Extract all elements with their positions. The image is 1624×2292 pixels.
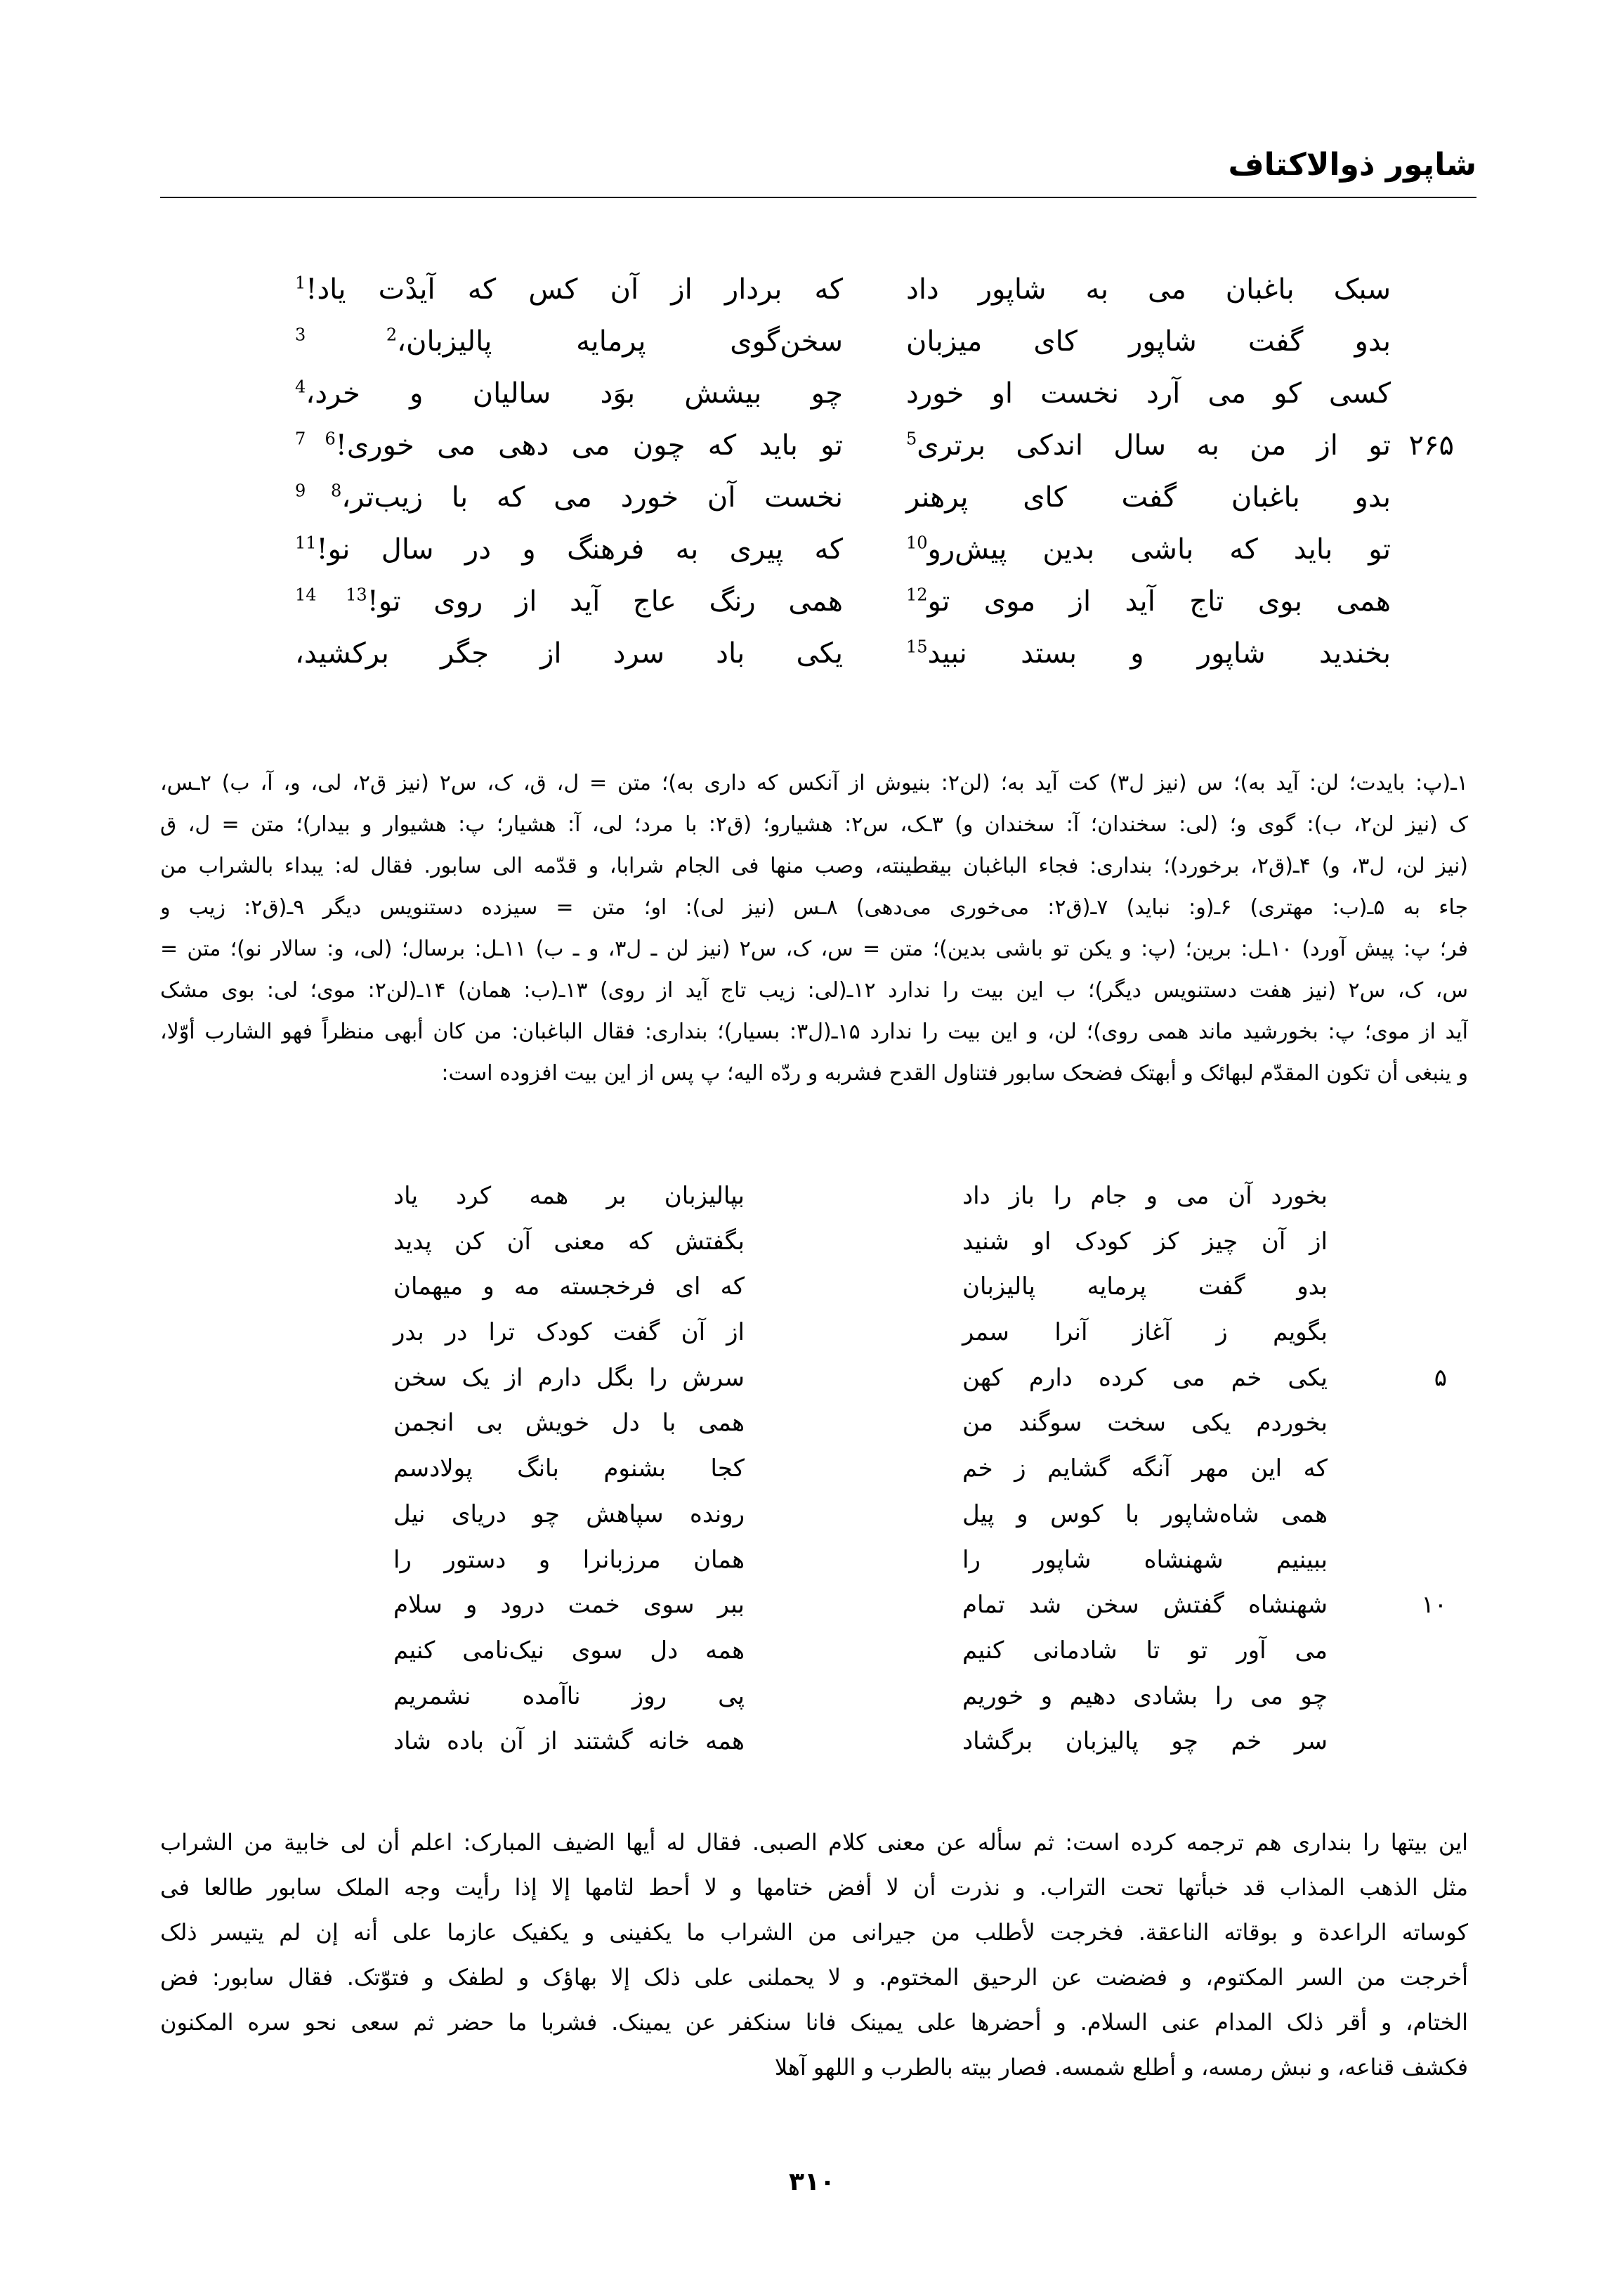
couplet — [253, 523, 1447, 575]
footnote-marker: 12 — [906, 585, 928, 605]
hemistich-second: پی روز ناآمده نشمریم — [393, 1681, 745, 1710]
hemistich-first: چو می را بشادی دهیم و خوریم — [962, 1681, 1328, 1710]
couplet — [393, 1310, 1447, 1355]
hemistich-first: شهنشاه گفتش سخن شد تمام — [962, 1591, 1328, 1620]
footnote-line: ک (نیز لن٢، ب): گوی و؛ (لی: سخندان؛ آ: سخندان و) ٣ـک، س٢: هشیارو؛ (ق٢: با مرد؛ لی، آ: هشیار؛ پ: هشیوار و بیدار)؛ متن = ل، ق — [160, 812, 1468, 837]
couplet — [253, 367, 1447, 419]
hemistich-text: سخن‌گوی پرمایه پالیزبان، — [397, 325, 843, 358]
footnote-line: (نیز لن، ل٣، و) ۴ـ(ق٢، برخورد)؛ بنداری: فجاء الباغبان بیقطینته، وصب منها فی الجام شرابا، و قدّمه الی سابور. فقال له: یبداء بالشراب من — [160, 854, 1468, 878]
hemistich-text: همی بوی تاج آید از موی تو — [927, 585, 1391, 618]
couplet — [253, 315, 1447, 367]
hemistich-second — [295, 523, 843, 575]
couplet — [253, 263, 1447, 315]
prose-paragraph — [160, 1820, 1468, 2090]
hemistich-text: تو باید که باشی بدین پیش‌رو — [927, 533, 1391, 566]
hemistich-text: سبک باغبان می به شاپور داد — [906, 273, 1391, 306]
hemistich-first: بخورد آن می و جام را باز داد — [962, 1182, 1328, 1210]
hemistich-first: بخوردم یکی سخت سوگند من — [962, 1409, 1328, 1438]
hemistich-second: همه خانه گشتند از آن باده شاد — [393, 1727, 745, 1756]
hemistich-first: که این مهر آنگه گشایم ز خم — [962, 1454, 1328, 1483]
hemistich-second: بپالیزبان بر همه کرد یاد — [393, 1182, 745, 1210]
footnote-marker: 15 — [906, 637, 928, 657]
couplet — [253, 575, 1447, 627]
couplet — [253, 627, 1447, 679]
hemistich-text: که پیری به فرهنگ و در سال نو! — [316, 533, 843, 566]
hemistich-text: بخندید شاپور و بستد نبید — [927, 637, 1391, 670]
page-number: ٣١٠ — [789, 2168, 835, 2196]
couplet — [253, 471, 1447, 523]
couplet — [393, 1582, 1447, 1628]
footnote-line: فر؛ پ: پیش آورد) ١٠ـل: برین؛ (پ: و یکن تو باشی بدین)؛ متن = س، ک، س٢ (نیز لن ـ ل٣، و ـ ب) ١١ـل: برسال؛ (لی، و: سالار نو)؛ متن = — [160, 937, 1468, 961]
hemistich-first: سر خم چو پالیزبان برگشاد — [962, 1727, 1328, 1756]
hemistich-text: همی رنگ عاج آید از روی تو! — [367, 585, 843, 618]
hemistich-second: کجا بشنوم بانگ پولادسم — [393, 1454, 745, 1483]
hemistich-second — [295, 575, 843, 627]
footnote-marker: 11 — [295, 533, 317, 553]
hemistich-text: کسی کو می آرد نخست او خورد — [906, 377, 1391, 410]
footnote-marker: 10 — [906, 533, 928, 553]
footnote-line: س، ک، س٢ (نیز هفت دستنویس دیگر)؛ ب این بیت را ندارد ١٢ـ(لی: زیب تاج آید از روی) ١٣ـ(ب: همان) ١۴ـ(لن٢: موی؛ لی: بوی مشک — [160, 978, 1468, 1003]
header-rule — [160, 197, 1476, 198]
hemistich-first — [906, 419, 1391, 471]
footnote-line: جاء به ۵ـ(ب: مهتری) ۶ـ(و: نباید) ٧ـ(ق٢: می‌خوری می‌دهی) ٨ـس (نیز لی): او؛ متن = سیزده دستنویس دیگر ٩ـ(ق٢: زیب و — [160, 895, 1468, 920]
couplet — [253, 419, 1454, 471]
main-poem — [253, 263, 1454, 679]
prose-line: مثل الذهب المذاب قد خبأتها تحت التراب. و نذرت أن لا أفض ختامها و لا أحط لثامها إلا إذا رأیت وجه الملک سابور طالعا فی — [160, 1874, 1468, 1901]
footnote-marker: 5 — [906, 429, 917, 449]
prose-line: فکشف قناعه، و نبش رمسه، و أطلع شمسه. فصار بیته بالطرب و اللهو آهلا — [774, 2054, 1468, 2081]
footnote-line: آید از موی؛ پ: بخورشید ماند همی روی)؛ لن، و این بیت را ندارد ١۵ـ(ل٣: بسیار)؛ بنداری: فقال الباغبان: من کان أبهی منظراً فهو الشارب أوّلا، — [160, 1020, 1468, 1044]
hemistich-second: همی با دل خویش بی انجمن — [393, 1409, 745, 1438]
verse-number: ١٠ — [1421, 1591, 1447, 1620]
hemistich-second: سرش را بگل دارم از یک سخن — [393, 1363, 745, 1392]
hemistich-first — [906, 263, 1391, 315]
couplet — [393, 1674, 1447, 1719]
hemistich-text: تو از من به سال اندکی برتری — [917, 429, 1391, 462]
prose-line: کوساته الراعدة و بوقاته الناعقة. فخرجت لأطلب من جیرانی من الشراب ما یکفینی و یکفیک عازما علی أنه إن لم یتیسر ذلک — [160, 1919, 1468, 1946]
footnote-marker: 1 — [295, 273, 306, 293]
hemistich-first: می آور تو تا شادمانی کنیم — [962, 1636, 1328, 1665]
hemistich-first: یکی خم می کرده دارم کهن — [962, 1363, 1328, 1392]
hemistich-second: از آن گفت کودک ترا در بدر — [393, 1318, 745, 1347]
hemistich-first — [906, 367, 1391, 419]
couplet — [393, 1355, 1447, 1401]
footnote-line: ١ـ(پ: بایدت؛ لن: آید به)؛ س (نیز ل٣) کت آید به؛ (لن٢: بنیوش از آنکس که داری به)؛ متن = ل، ق، ک، س٢ (نیز ق٢، لی، و، آ، ب) ٢ـس، — [160, 771, 1468, 795]
footnote-line: و ینبغی أن تکون المقدّم لبهائک و أبهتک فضحک سابور فتناول القدح فشربه و ردّه الیه؛ پ پس از این بیت افزوده است: — [441, 1061, 1468, 1086]
footnote-marker: 2 3 — [295, 325, 398, 345]
hemistich-second: بگفتش که معنی آن کن پدید — [393, 1227, 745, 1256]
hemistich-second — [295, 263, 843, 315]
couplet — [393, 1719, 1447, 1764]
couplet — [393, 1219, 1447, 1265]
hemistich-second — [295, 471, 843, 523]
couplet — [393, 1173, 1447, 1219]
hemistich-second: ببر سوی خمت درود و سلام — [393, 1591, 745, 1620]
hemistich-first — [906, 627, 1391, 679]
hemistich-second: همه دل سوی نیک‌نامی کنیم — [393, 1636, 745, 1665]
hemistich-first: بدو گفت پرمایه پالیزبان — [962, 1272, 1328, 1301]
footnote-marker: 8 9 — [295, 481, 342, 501]
running-title: شاپور ذوالاکتاف — [1228, 147, 1476, 183]
hemistich-text: یکی باد سرد از جگر برکشید، — [295, 637, 843, 670]
hemistich-first — [906, 471, 1391, 523]
hemistich-first — [906, 523, 1391, 575]
hemistich-second: همان مرزبانرا و دستور را — [393, 1545, 745, 1574]
prose-line: این بیتها را بنداری هم ترجمه کرده است: ثم سأله عن معنی کلام الصبی. فقال له أیها الضیف المبارک: اعلم أن لی خابیة من الشراب — [160, 1829, 1468, 1856]
hemistich-text: تو باید که چون می دهی می خوری! — [335, 429, 843, 462]
hemistich-first: بگویم ز آغاز آنرا سمر — [962, 1318, 1328, 1347]
verse-number: ۵ — [1434, 1363, 1447, 1392]
couplet — [393, 1446, 1447, 1492]
hemistich-first: از آن چیز کز کودک او شنید — [962, 1227, 1328, 1256]
hemistich-second: رونده سپاهش چو دریای نیل — [393, 1499, 745, 1528]
hemistich-first: ببینیم شهنشاه شاپور را — [962, 1545, 1328, 1574]
footnote-marker: 6 7 — [295, 429, 336, 449]
hemistich-first — [906, 315, 1391, 367]
couplet — [393, 1537, 1447, 1583]
hemistich-second — [295, 315, 843, 367]
hemistich-second — [295, 627, 843, 679]
hemistich-text: که بردار از آن کس که آیدْت یاد! — [306, 273, 843, 306]
couplet — [393, 1264, 1447, 1310]
footnote-marker: 4 — [295, 377, 306, 397]
hemistich-first: همی شاه‌شاپور با کوس و پیل — [962, 1499, 1328, 1528]
hemistich-second: که ای فرخجسته مه و میهمان — [393, 1272, 745, 1301]
footnotes — [160, 762, 1468, 1094]
hemistich-second — [295, 419, 843, 471]
couplet — [393, 1628, 1447, 1674]
verse-number: ٢۶۵ — [1408, 429, 1454, 462]
hemistich-text: بدو باغبان گفت کای پرهنر — [906, 481, 1391, 514]
hemistich-text: نخست آن خورد می که با زیب‌تر، — [341, 481, 843, 514]
prose-line: الختام، و أقر ذلک المدام عنی السلام. و أحضرها علی یمینک فانا سنکفر عن یمینک. فشربا ما حضر ثم سعی نحو سره المکنون — [160, 2009, 1468, 2036]
added-verses — [393, 1173, 1447, 1764]
hemistich-first — [906, 575, 1391, 627]
hemistich-text: چو بیشش بوَد سالیان و خرد، — [306, 377, 843, 410]
couplet — [393, 1400, 1447, 1446]
footnote-marker: 13 14 — [295, 585, 367, 605]
prose-line: أخرجت من السر المکتوم، و فضضت عن الرحیق المختوم. و لا یحملنی علی ذلک إلا بهاؤک و لطفک و فتوّتک. فقال سابور: فض — [160, 1964, 1468, 1991]
hemistich-text: بدو گفت شاپور کای میزبان — [906, 325, 1391, 358]
hemistich-second — [295, 367, 843, 419]
couplet — [393, 1492, 1447, 1537]
